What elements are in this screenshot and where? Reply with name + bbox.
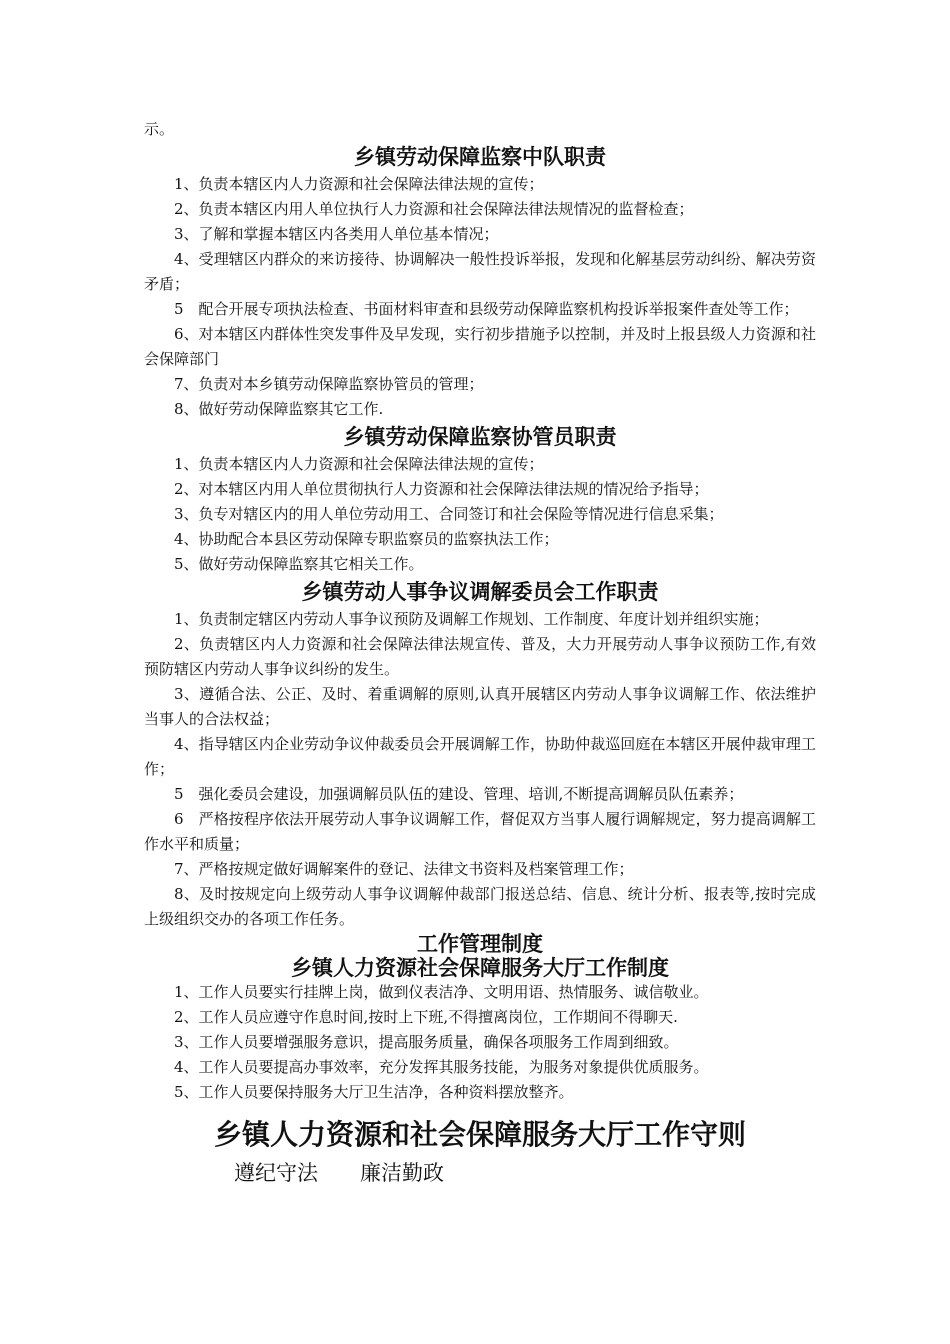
list-item: 1、负责本辖区内人力资源和社会保障法律法规的宣传； bbox=[174, 455, 544, 473]
section-title-management-system: 工作管理制度 bbox=[417, 932, 543, 956]
section-title-assistant: 乡镇劳动保障监察协管员职责 bbox=[343, 425, 617, 449]
rules-title: 乡镇人力资源和社会保障服务大厅工作守则 bbox=[213, 1118, 746, 1151]
list-item: 3、遵循合法、公正、及时、着重调解的原则,认真开展辖区内劳动人事争议调解工作、依法维护当事人的合法权益； bbox=[144, 685, 816, 728]
list-item: 1、负责本辖区内人力资源和社会保障法律法规的宣传； bbox=[174, 175, 544, 193]
list-item: 5 强化委员会建设，加强调解员队伍的建设、管理、培训,不断提高调解员队伍素养； bbox=[174, 785, 744, 803]
list-item: 3、负专对辖区内的用人单位劳动用工、合同签订和社会保险等情况进行信息采集； bbox=[174, 505, 724, 523]
list-item: 2、负责本辖区内用人单位执行人力资源和社会保障法律法规情况的监督检查； bbox=[174, 200, 694, 218]
list-item: 1、负责制定辖区内劳动人事争议预防及调解工作规划、工作制度、年度计划并组织实施； bbox=[174, 610, 769, 628]
section-title-supervision-squad: 乡镇劳动保障监察中队职责 bbox=[354, 145, 606, 169]
list-item: 2、负责辖区内人力资源和社会保障法律法规宣传、普及，大力开展劳动人事争议预防工作,有效预防辖区内劳动人事争议纠纷的发生。 bbox=[144, 635, 816, 678]
list-item: 6、对本辖区内群体性突发事件及早发现，实行初步措施予以控制，并及时上报县级人力资源和社会保障部门 bbox=[144, 325, 816, 368]
list-item: 4、受理辖区内群众的来访接待、协调解决一般性投诉举报，发现和化解基层劳动纠纷、解决劳资矛盾； bbox=[144, 250, 816, 293]
list-item: 3、工作人员要增强服务意识，提高服务质量，确保各项服务工作周到细致。 bbox=[174, 1033, 679, 1051]
list-item: 4、工作人员要提高办事效率，充分发挥其服务技能，为服务对象提供优质服务。 bbox=[174, 1058, 709, 1076]
list-item: 7、负责对本乡镇劳动保障监察协管员的管理； bbox=[174, 375, 484, 393]
list-item: 2、对本辖区内用人单位贯彻执行人力资源和社会保障法律法规的情况给予指导； bbox=[174, 480, 709, 498]
list-item: 1、工作人员要实行挂牌上岗，做到仪表洁净、文明用语、热情服务、诚信敬业。 bbox=[174, 983, 709, 1001]
list-item: 4、指导辖区内企业劳动争议仲裁委员会开展调解工作，协助仲裁巡回庭在本辖区开展仲裁审理工作； bbox=[144, 735, 816, 778]
section-title-mediation-committee: 乡镇劳动人事争议调解委员会工作职责 bbox=[301, 580, 659, 604]
list-item: 6 严格按程序依法开展劳动人事争议调解工作，督促双方当事人履行调解规定，努力提高调解工作水平和质量； bbox=[144, 810, 816, 853]
list-item: 4、协助配合本县区劳动保障专职监察员的监察执法工作； bbox=[174, 530, 559, 548]
document-page bbox=[144, 118, 816, 1191]
list-item: 5、做好劳动保障监察其它相关工作。 bbox=[174, 555, 424, 573]
list-item: 5、工作人员要保持服务大厅卫生洁净，各种资料摆放整齐。 bbox=[174, 1083, 574, 1101]
section-title-service-hall-system: 乡镇人力资源社会保障服务大厅工作制度 bbox=[291, 956, 669, 980]
list-item: 7、严格按规定做好调解案件的登记、法律文书资料及档案管理工作； bbox=[174, 860, 634, 878]
list-item: 2、工作人员应遵守作息时间,按时上下班,不得擅离岗位，工作期间不得聊天. bbox=[174, 1008, 678, 1026]
list-item: 8、做好劳动保障监察其它工作. bbox=[174, 400, 384, 418]
list-item: 8、及时按规定向上级劳动人事争议调解仲裁部门报送总结、信息、统计分析、报表等,按时完成上级组织交办的各项工作任务。 bbox=[144, 885, 816, 928]
list-item: 5 配合开展专项执法检查、书面材料审查和县级劳动保障监察机构投诉举报案件查处等工作； bbox=[174, 300, 799, 318]
list-item: 3、了解和掌握本辖区内各类用人单位基本情况； bbox=[174, 225, 499, 243]
continuation-text: 示。 bbox=[144, 120, 175, 138]
rules-motto: 遵纪守法 廉洁勤政 bbox=[234, 1161, 444, 1185]
